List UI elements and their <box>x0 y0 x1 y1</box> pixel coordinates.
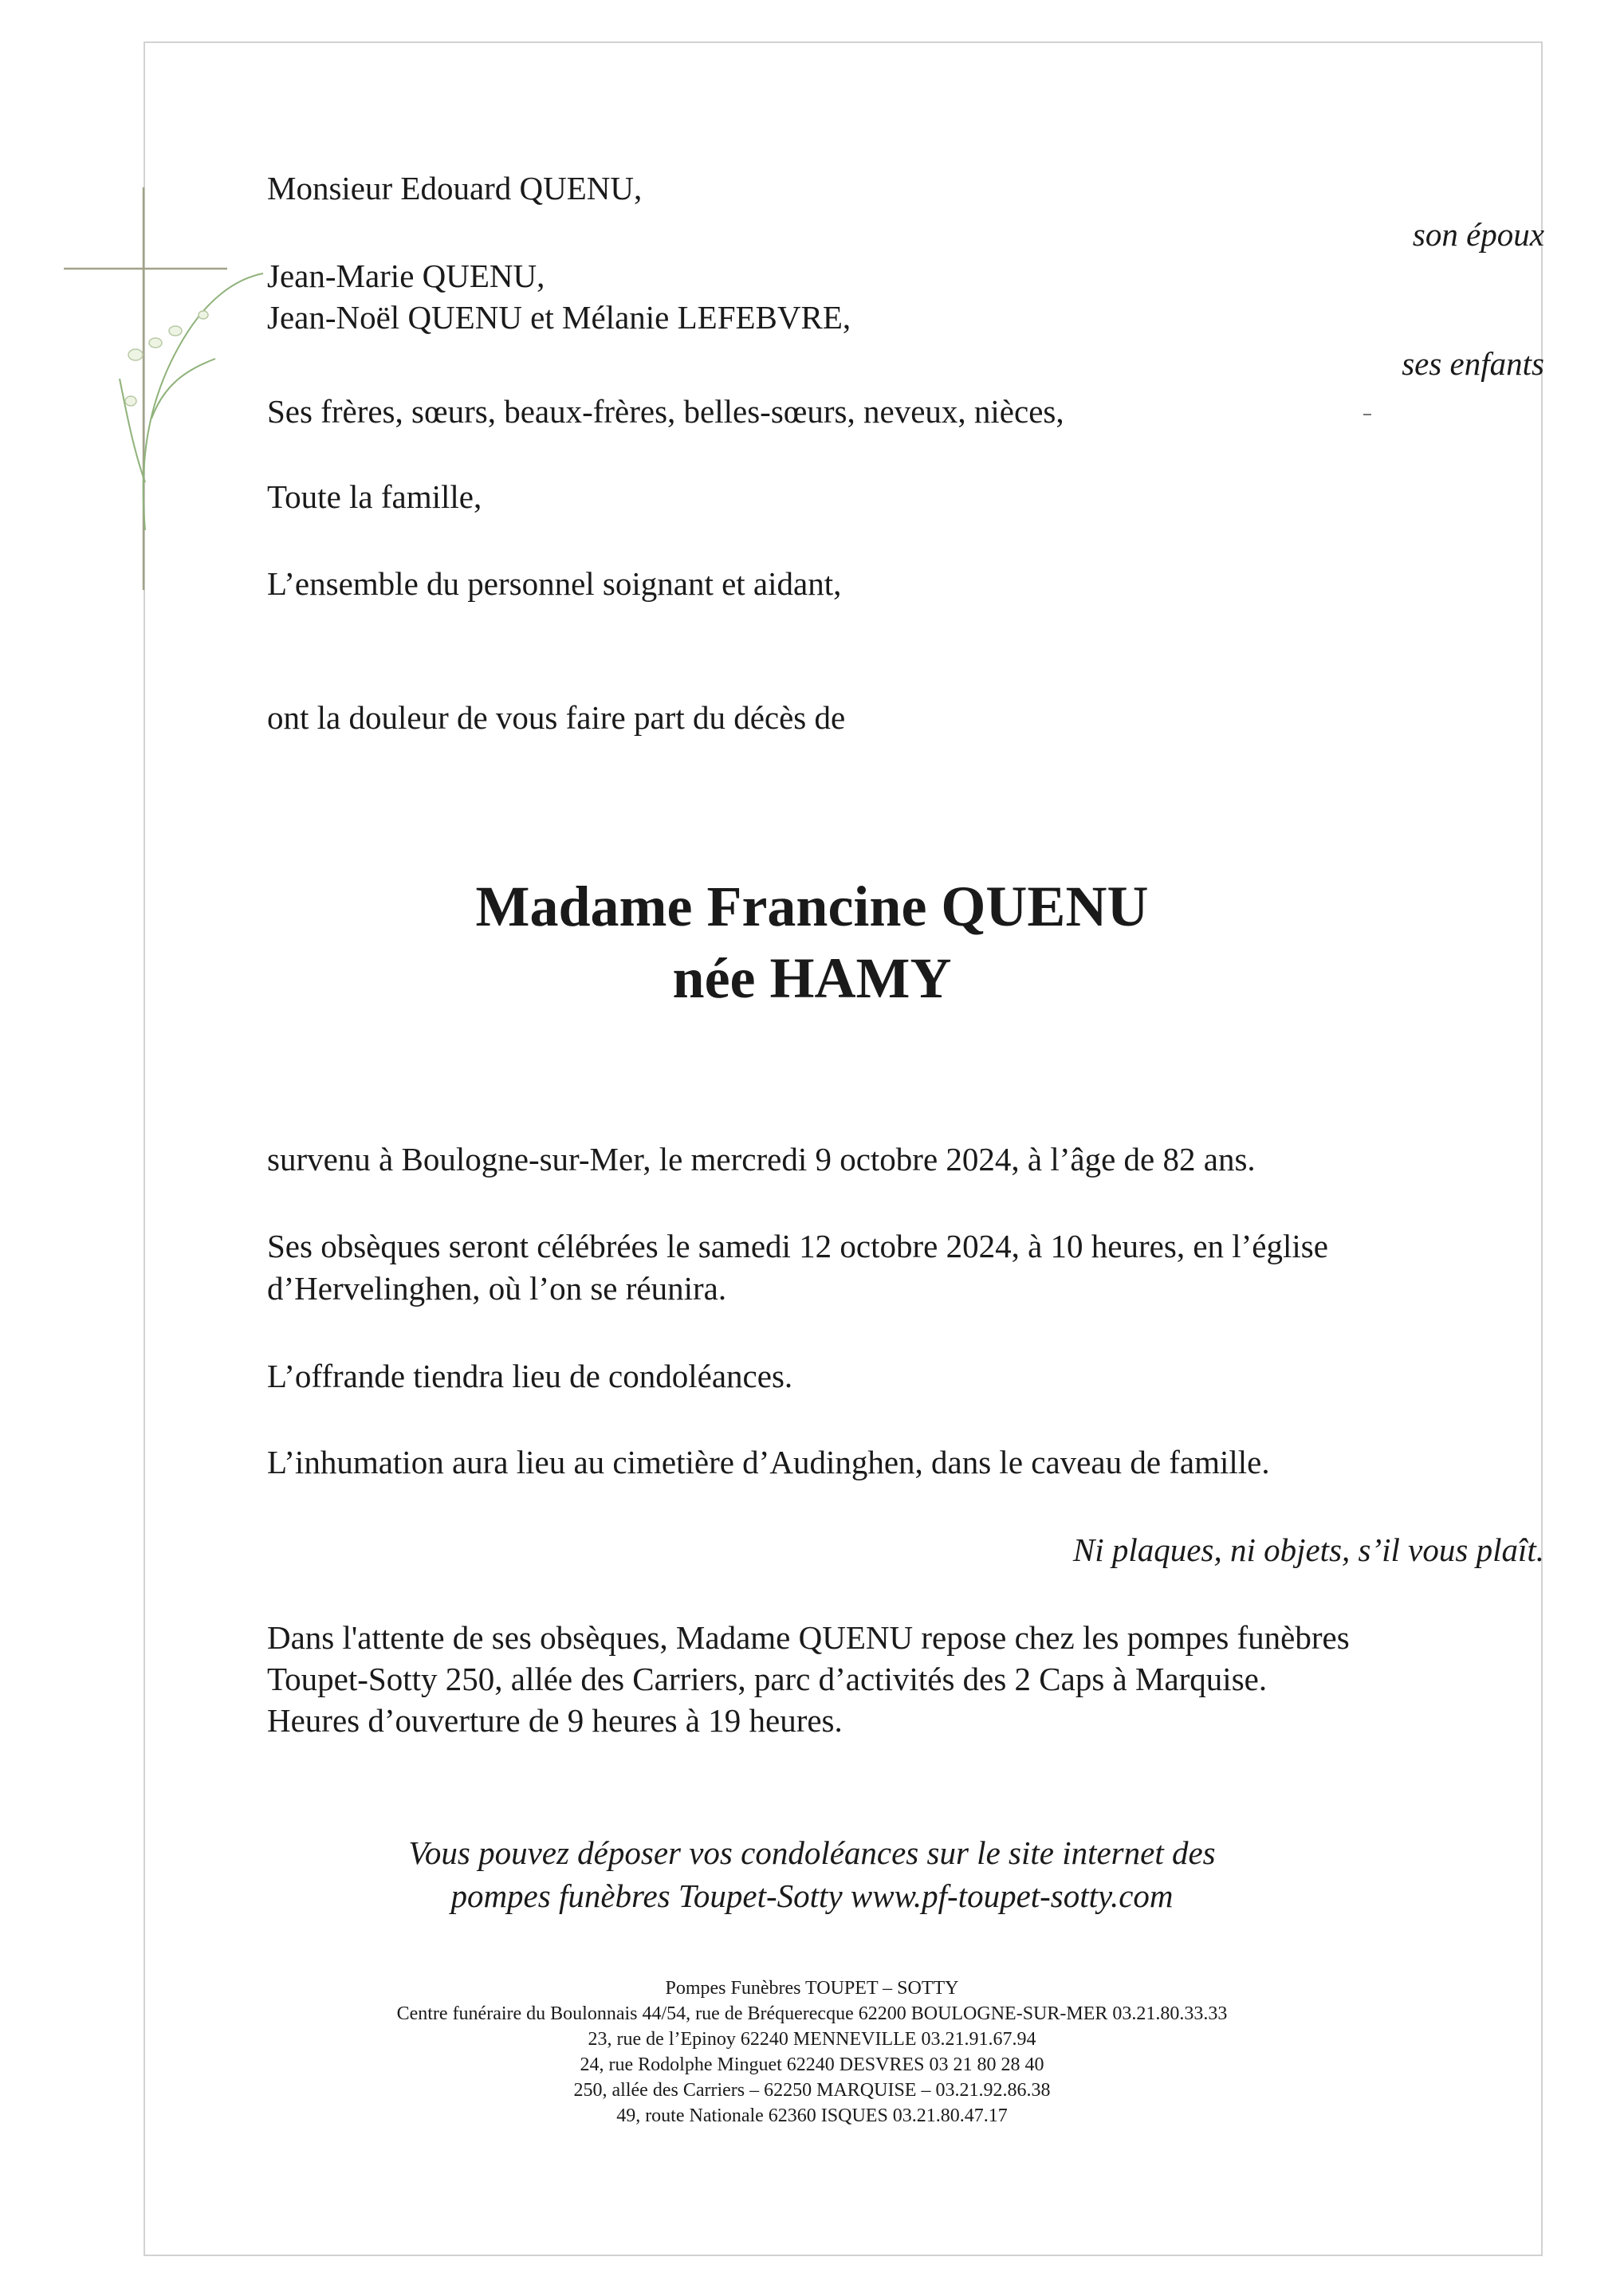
footer-address-3: 24, rue Rodolphe Minguet 62240 DESVRES 03 21 80 28 40 <box>580 2054 1044 2075</box>
funeral-line-2: d’Hervelinghen, où l’on se réunira. <box>267 1270 727 1307</box>
footer-address-1: Centre funéraire du Boulonnais 44/54, rue de Bréquerecque 62200 BOULOGNE-SUR-MER 03.21.80.33.33 <box>396 2003 1228 2024</box>
condolences-line-1: Vous pouvez déposer vos condoléances sur le site internet des <box>408 1834 1216 1871</box>
relatives-line: Ses frères, sœurs, beaux-frères, belles-sœurs, neveux, nièces, <box>267 393 1064 430</box>
funeral-line-1: Ses obsèques seront célébrées le samedi 12 octobre 2024, à 10 heures, en l’église <box>267 1228 1328 1264</box>
child-1: Jean-Marie QUENU, <box>267 258 545 294</box>
staff-line: L’ensemble du personnel soignant et aidant, <box>267 565 842 602</box>
burial-line: L’inhumation aura lieu au cimetière d’Audinghen, dans le caveau de famille. <box>267 1444 1270 1480</box>
deceased-maiden-name: née HAMY <box>672 946 952 1010</box>
footer-company: Pompes Funèbres TOUPET – SOTTY <box>665 1978 959 1999</box>
offering-line: L’offrande tiendra lieu de condoléances. <box>267 1358 793 1394</box>
footer-address-5: 49, route Nationale 62360 ISQUES 03.21.80.47.17 <box>616 2105 1008 2126</box>
footer-address-2: 23, rue de l’Epinoy 62240 MENNEVILLE 03.21.91.67.94 <box>588 2029 1036 2050</box>
child-2: Jean-Noël QUENU et Mélanie LEFEBVRE, <box>267 299 851 336</box>
death-line: survenu à Boulogne-sur-Mer, le mercredi 9 octobre 2024, à l’âge de 82 ans. <box>267 1141 1256 1177</box>
whole-family-line: Toute la famille, <box>267 478 482 515</box>
spouse-role: son époux <box>1412 216 1544 253</box>
cross-with-lily-of-the-valley-icon <box>56 179 263 594</box>
rest-line-1: Dans l'attente de ses obsèques, Madame QUENU repose chez les pompes funèbres <box>267 1619 1350 1656</box>
intro-line: ont la douleur de vous faire part du décès de <box>267 699 846 736</box>
rest-line-3: Heures d’ouverture de 9 heures à 19 heures. <box>267 1702 843 1739</box>
stray-mark <box>1363 414 1371 415</box>
no-flowers-line: Ni plaques, ni objets, s’il vous plaît. <box>1072 1531 1544 1568</box>
footer-address-4: 250, allée des Carriers – 62250 MARQUISE – 03.21.92.86.38 <box>573 2080 1051 2101</box>
deceased-name: Madame Francine QUENU <box>475 875 1149 938</box>
condolences-line-2: pompes funèbres Toupet-Sotty www.pf-toupet-sotty.com <box>450 1877 1174 1914</box>
children-role: ses enfants <box>1402 345 1544 382</box>
rest-line-2: Toupet-Sotty 250, allée des Carriers, parc d’activités des 2 Caps à Marquise. <box>267 1661 1268 1697</box>
spouse-line: Monsieur Edouard QUENU, <box>267 170 643 206</box>
